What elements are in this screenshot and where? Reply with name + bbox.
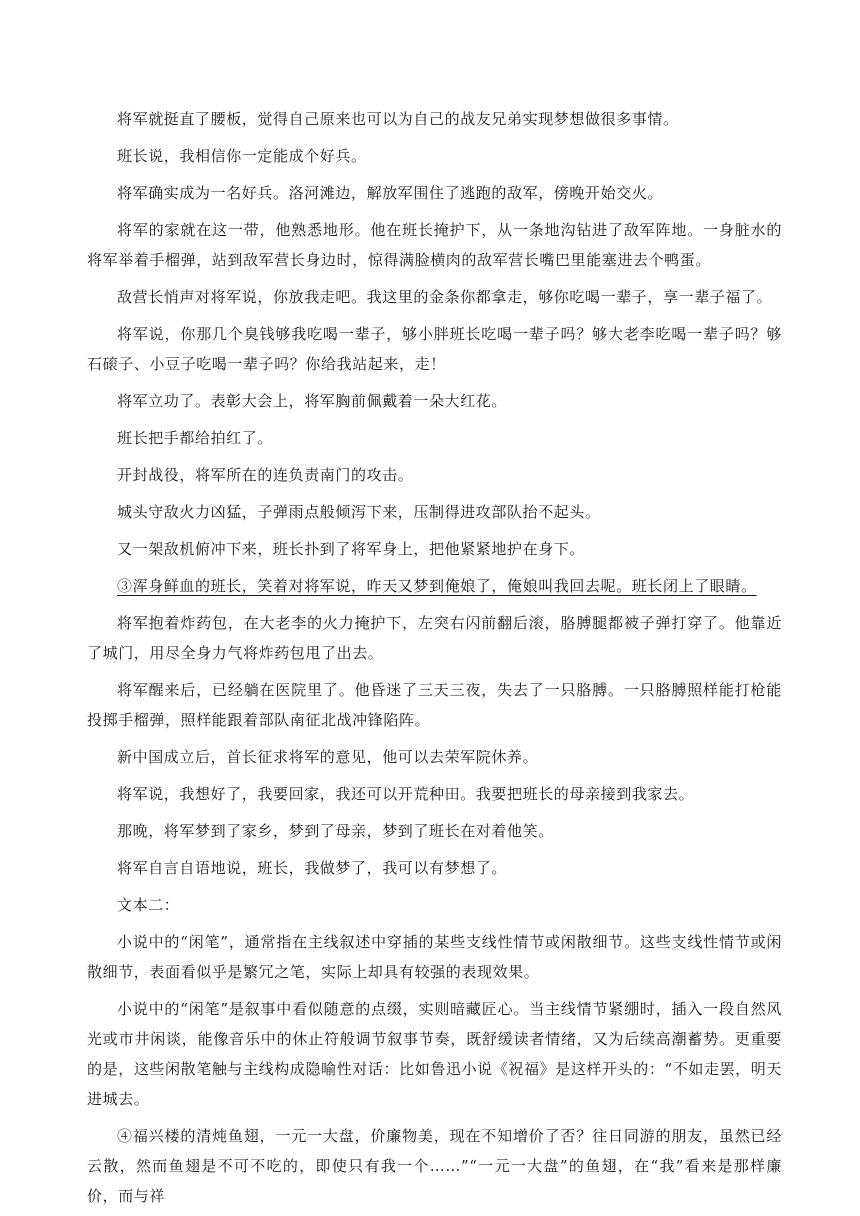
paragraph: 将军就挺直了腰板，觉得自己原来也可以为自己的战友兄弟实现梦想做很多事情。 [117, 110, 679, 128]
paragraph: 将军醒来后，已经躺在医院里了。他昏迷了三天三夜，失去了一只胳膊。一只胳膊照样能打枪能投掷手榴弹，照样能跟着部队南征北战冲锋陷阵。 [87, 681, 782, 729]
paragraph: 新中国成立后，首长征求将军的意见，他可以去荣军院休养。 [117, 748, 539, 766]
paragraph: 将军立功了。表彰大会上，将军胸前佩戴着一朵大红花。 [117, 392, 508, 410]
paragraph: 将军确实成为一名好兵。洛河滩边，解放军围住了逃跑的敌军，傍晚开始交火。 [117, 184, 664, 202]
underlined-sentence-3 [87, 571, 782, 601]
paragraph: 将军说，我想好了，我要回家，我还可以开荒种田。我要把班长的母亲接到我家去。 [117, 785, 695, 803]
paragraph: 将军抱着炸药包，在大老李的火力掩护下，左突右闪前翻后滚，胳膊腿都被子弹打穿了。他靠近了城门，用尽全身力气将炸药包甩了出去。 [87, 614, 782, 662]
paragraph: 开封战役，将军所在的连负责南门的攻击。 [117, 466, 414, 484]
paragraph: 将军说，你那几个臭钱够我吃喝一辈子，够小胖班长吃喝一辈子吗？够大老李吃喝一辈子吗？够石磙子、小豆子吃喝一辈子吗？你给我站起来，走！ [87, 325, 782, 373]
paragraph: 将军的家就在这一带，他熟悉地形。他在班长掩护下，从一条地沟钻进了敌军阵地。一身脏水的将军举着手榴弹，站到敌军营长身边时，惊得满脸横肉的敌军营长嘴巴里能塞进去个鸭蛋。 [87, 221, 782, 269]
paragraph-quote-4: ④福兴楼的清炖鱼翅，一元一大盘，价廉物美，现在不知增价了否？往日同游的朋友，虽然已经云散，然而鱼翅是不可不吃的，即使只有我一个……”“一元一大盘”的鱼翅，在“我”看来是那样廉价，而与祥 [87, 1127, 782, 1205]
paragraph: 又一架敌机俯冲下来，班长扑到了将军身上，把他紧紧地护在身下。 [117, 540, 586, 558]
paragraph: 城头守敌火力凶猛，子弹雨点般倾泻下来，压制得进攻部队抬不起头。 [117, 503, 601, 521]
paragraph: 将军自言自语地说，班长，我做梦了，我可以有梦想了。 [117, 859, 508, 877]
paragraph: 小说中的“闲笔”，通常指在主线叙述中穿插的某些支线性情节或闲散细节。这些支线性情节或闲散细节，表面看似乎是繁冗之笔，实际上却具有较强的表现效果。 [87, 933, 782, 981]
section-heading-text-two: 文本二： [117, 896, 180, 914]
underlined-text: ③浑身鲜血的班长，笑着对将军说，昨天又梦到俺娘了，俺娘叫我回去呢。班长闭上了眼睛。 [117, 577, 757, 595]
paragraph: 班长把手都给拍红了。 [117, 429, 274, 447]
paragraph: 那晚，将军梦到了家乡，梦到了母亲，梦到了班长在对着他笑。 [117, 822, 554, 840]
paragraph: 班长说，我相信你一定能成个好兵。 [117, 147, 367, 165]
paragraph: 敌营长悄声对将军说，你放我走吧。我这里的金条你都拿走，够你吃喝一辈子，享一辈子福了。 [117, 288, 773, 306]
paragraph: 小说中的“闲笔”是叙事中看似随意的点缀，实则暗藏匠心。当主线情节紧绷时，插入一段自然风光或市井闲谈，能像音乐中的休止符般调节叙事节奏，既舒缓读者情绪，又为后续高潮蓄势。更重要的是，这些闲散笔触与主线构成隐喻性对话：比如鲁迅小说《祝福》是这样开头的：“不如走罢，明天进城去。 [87, 1000, 782, 1108]
